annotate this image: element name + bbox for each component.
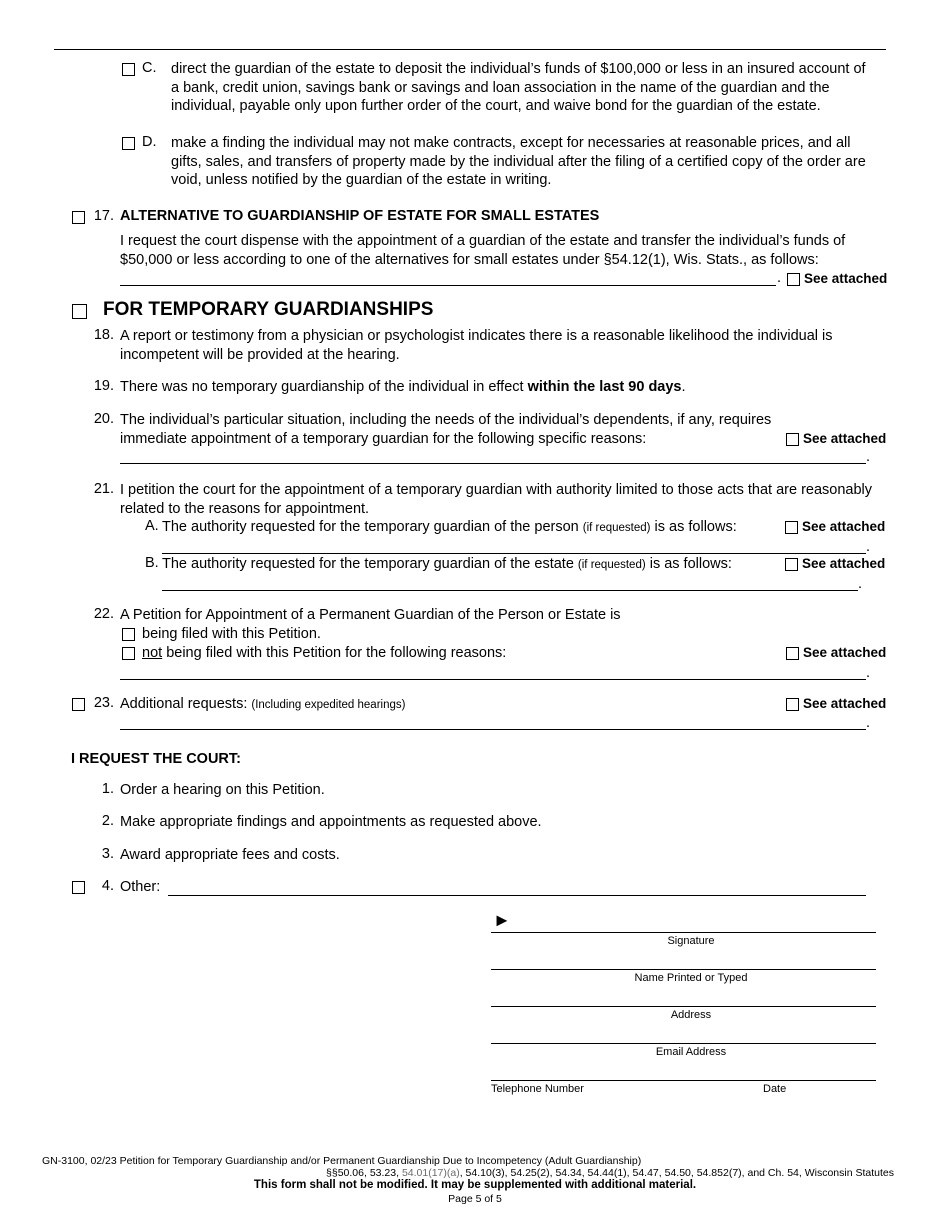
footer-statutes-gray: 54.01(17)(a) xyxy=(401,1167,460,1179)
name-line[interactable] xyxy=(491,969,876,970)
item-19-text-bold: within the last 90 days xyxy=(527,379,682,395)
item-21b-letter: B. xyxy=(145,555,159,571)
item-16d-letter: D. xyxy=(142,134,157,150)
item-17-number: 17. xyxy=(93,208,114,224)
item-18-number: 18. xyxy=(93,327,114,343)
item-21a-text xyxy=(162,518,737,538)
item-22-see-attached-checkbox[interactable] xyxy=(786,647,799,660)
item-21b-text-small: (if requested) xyxy=(577,559,646,571)
phone-date-line[interactable] xyxy=(491,1080,876,1081)
item-21b-text-main: The authority requested for the temporary guardian of the estate xyxy=(162,556,578,572)
item-22-see-attached-label: See attached xyxy=(803,645,887,660)
item-16d-checkbox[interactable] xyxy=(122,137,135,150)
item-21a-answer-line xyxy=(162,553,866,554)
item-22-number: 22. xyxy=(93,606,114,622)
item-23-number: 23. xyxy=(93,695,114,711)
email-line[interactable] xyxy=(491,1043,876,1044)
item-21b-see-attached-label: See attached xyxy=(802,556,886,571)
item-21b-text xyxy=(162,555,732,575)
item-18-text: A report or testimony from a physician or psychologist indicates there is a reasonable likelihood the individual is incompetent will be provided at the hearing. xyxy=(120,328,833,363)
item-23-period: . xyxy=(866,715,871,731)
item-20-number: 20. xyxy=(93,411,114,427)
item-21a-text-main: The authority requested for the temporary guardian of the person xyxy=(162,519,583,535)
item-16d-text: make a finding the individual may not make contracts, except for necessaries at reasonable prices, and all gifts, sales, and transfers of property made by the individual after the filing of a certified copy of the order are void, unless notified by the guardian of the estate in writing. xyxy=(171,135,866,188)
temporary-guardianships-checkbox[interactable] xyxy=(72,304,87,319)
request-item-3-text: Award appropriate fees and costs. xyxy=(120,847,340,863)
request-item-2-number: 2. xyxy=(101,813,114,829)
item-20-line1: The individual’s particular situation, including the needs of the individual’s dependents, if any, requires xyxy=(120,412,772,428)
item-22-period: . xyxy=(866,665,871,681)
item-23-see-attached-checkbox[interactable] xyxy=(786,698,799,711)
item-17-text: I request the court dispense with the appointment of a guardian of the estate and transfer the individual’s funds of $50,000 or less according to one of the alternatives for small estates under §54.12(1), Wis. Stats., as follows: xyxy=(120,233,846,268)
request-item-3-number: 3. xyxy=(101,846,114,862)
item-22-option2-rest: being filed with this Petition for the following reasons: xyxy=(162,645,507,661)
item-21b-answer-line xyxy=(162,590,858,591)
request-item-1-number: 1. xyxy=(101,781,114,797)
item-20-see-attached-label: See attached xyxy=(803,431,887,446)
signature-label: Signature xyxy=(667,935,715,947)
item-17-checkbox[interactable] xyxy=(72,211,85,224)
item-23-text-small: (Including expedited hearings) xyxy=(251,699,406,711)
item-21a-period: . xyxy=(866,539,871,555)
request-heading: I REQUEST THE COURT: xyxy=(71,751,241,767)
signature-arrow-icon: ► xyxy=(493,910,511,930)
item-23-checkbox[interactable] xyxy=(72,698,85,711)
item-23-see-attached-label: See attached xyxy=(803,696,887,711)
address-label: Address xyxy=(670,1009,712,1021)
item-22-text: A Petition for Appointment of a Permanent Guardian of the Person or Estate is xyxy=(120,607,621,623)
item-20-line2: immediate appointment of a temporary guardian for the following specific reasons: xyxy=(120,431,647,447)
item-22-option1-checkbox[interactable] xyxy=(122,628,135,641)
footer-page-number: Page 5 of 5 xyxy=(448,1193,502,1205)
item-23-text-main: Additional requests: xyxy=(120,696,252,712)
item-22-option2-underlined: not xyxy=(142,645,163,661)
request-item-4-number: 4. xyxy=(101,878,114,894)
item-22-option2-text xyxy=(142,644,506,663)
footer-statutes-end: , 54.10(3), 54.25(2), 54.34, 54.44(1), 54.47, 54.50, 54.852(7), and Ch. 54, Wisconsin Statutes xyxy=(459,1167,894,1179)
item-20-period: . xyxy=(866,449,871,465)
item-21-number: 21. xyxy=(93,481,114,497)
item-22-option1-text: being filed with this Petition. xyxy=(142,626,321,642)
footer-notice: This form shall not be modified. It may be supplemented with additional material. xyxy=(253,1179,697,1191)
item-21a-see-attached-checkbox[interactable] xyxy=(785,521,798,534)
footer-statutes-start: §§50.06, 53.23, xyxy=(326,1167,402,1179)
name-label: Name Printed or Typed xyxy=(634,972,748,984)
item-16c-checkbox[interactable] xyxy=(122,63,135,76)
footer-form-id: GN-3100, 02/23 Petition for Temporary Guardianship and/or Permanent Guardianship Due to Incompetency (Adult Guardianship) xyxy=(42,1155,642,1167)
request-item-4-checkbox[interactable] xyxy=(72,881,85,894)
request-item-1-text: Order a hearing on this Petition. xyxy=(120,782,325,798)
item-17-answer-line xyxy=(120,285,776,286)
item-21-text: I petition the court for the appointment of a temporary guardian with authority limited to those acts that are reasonably related to the reasons for appointment. xyxy=(120,482,873,517)
date-label: Date xyxy=(763,1083,787,1095)
item-21b-see-attached-checkbox[interactable] xyxy=(785,558,798,571)
request-item-4-text: Other: xyxy=(120,879,161,895)
item-19-number: 19. xyxy=(93,378,114,394)
item-17-see-attached-label: See attached xyxy=(804,271,888,286)
phone-label: Telephone Number xyxy=(491,1083,584,1095)
item-21a-text-end: is as follows: xyxy=(650,519,737,535)
item-21a-letter: A. xyxy=(145,518,159,534)
item-22-option2-checkbox[interactable] xyxy=(122,647,135,660)
item-16c-letter: C. xyxy=(142,60,157,76)
item-21a-text-small: (if requested) xyxy=(582,522,651,534)
item-21b-period: . xyxy=(858,576,863,592)
item-19-text-end: . xyxy=(681,379,686,395)
top-rule xyxy=(54,49,886,50)
item-23-answer-line xyxy=(120,729,866,730)
request-item-2-text: Make appropriate findings and appointments as requested above. xyxy=(120,814,542,830)
item-21b-text-end: is as follows: xyxy=(645,556,732,572)
item-17-heading: ALTERNATIVE TO GUARDIANSHIP OF ESTATE FOR SMALL ESTATES xyxy=(120,208,600,224)
temporary-guardianships-heading: FOR TEMPORARY GUARDIANSHIPS xyxy=(103,299,434,320)
signature-line[interactable] xyxy=(491,932,876,933)
item-19-text-plain: There was no temporary guardianship of the individual in effect xyxy=(120,379,528,395)
item-17-see-attached-checkbox[interactable] xyxy=(787,273,800,286)
item-20-see-attached-checkbox[interactable] xyxy=(786,433,799,446)
item-16c-text: direct the guardian of the estate to deposit the individual’s funds of $100,000 or less in an insured account of a bank, credit union, savings bank or savings and loan association in the name of the guardian and the individual, payable only upon further order of the court, and waive bond for the guardian of the estate. xyxy=(171,61,866,114)
footer-statutes xyxy=(300,1167,894,1179)
item-21a-see-attached-label: See attached xyxy=(802,519,886,534)
item-19-text xyxy=(120,378,880,397)
email-label: Email Address xyxy=(655,1046,727,1058)
item-23-text xyxy=(120,695,405,715)
address-line[interactable] xyxy=(491,1006,876,1007)
request-item-4-answer-line xyxy=(168,895,866,896)
item-17-period: . xyxy=(777,270,782,286)
item-20-answer-line xyxy=(120,463,866,464)
item-22-answer-line xyxy=(120,679,866,680)
